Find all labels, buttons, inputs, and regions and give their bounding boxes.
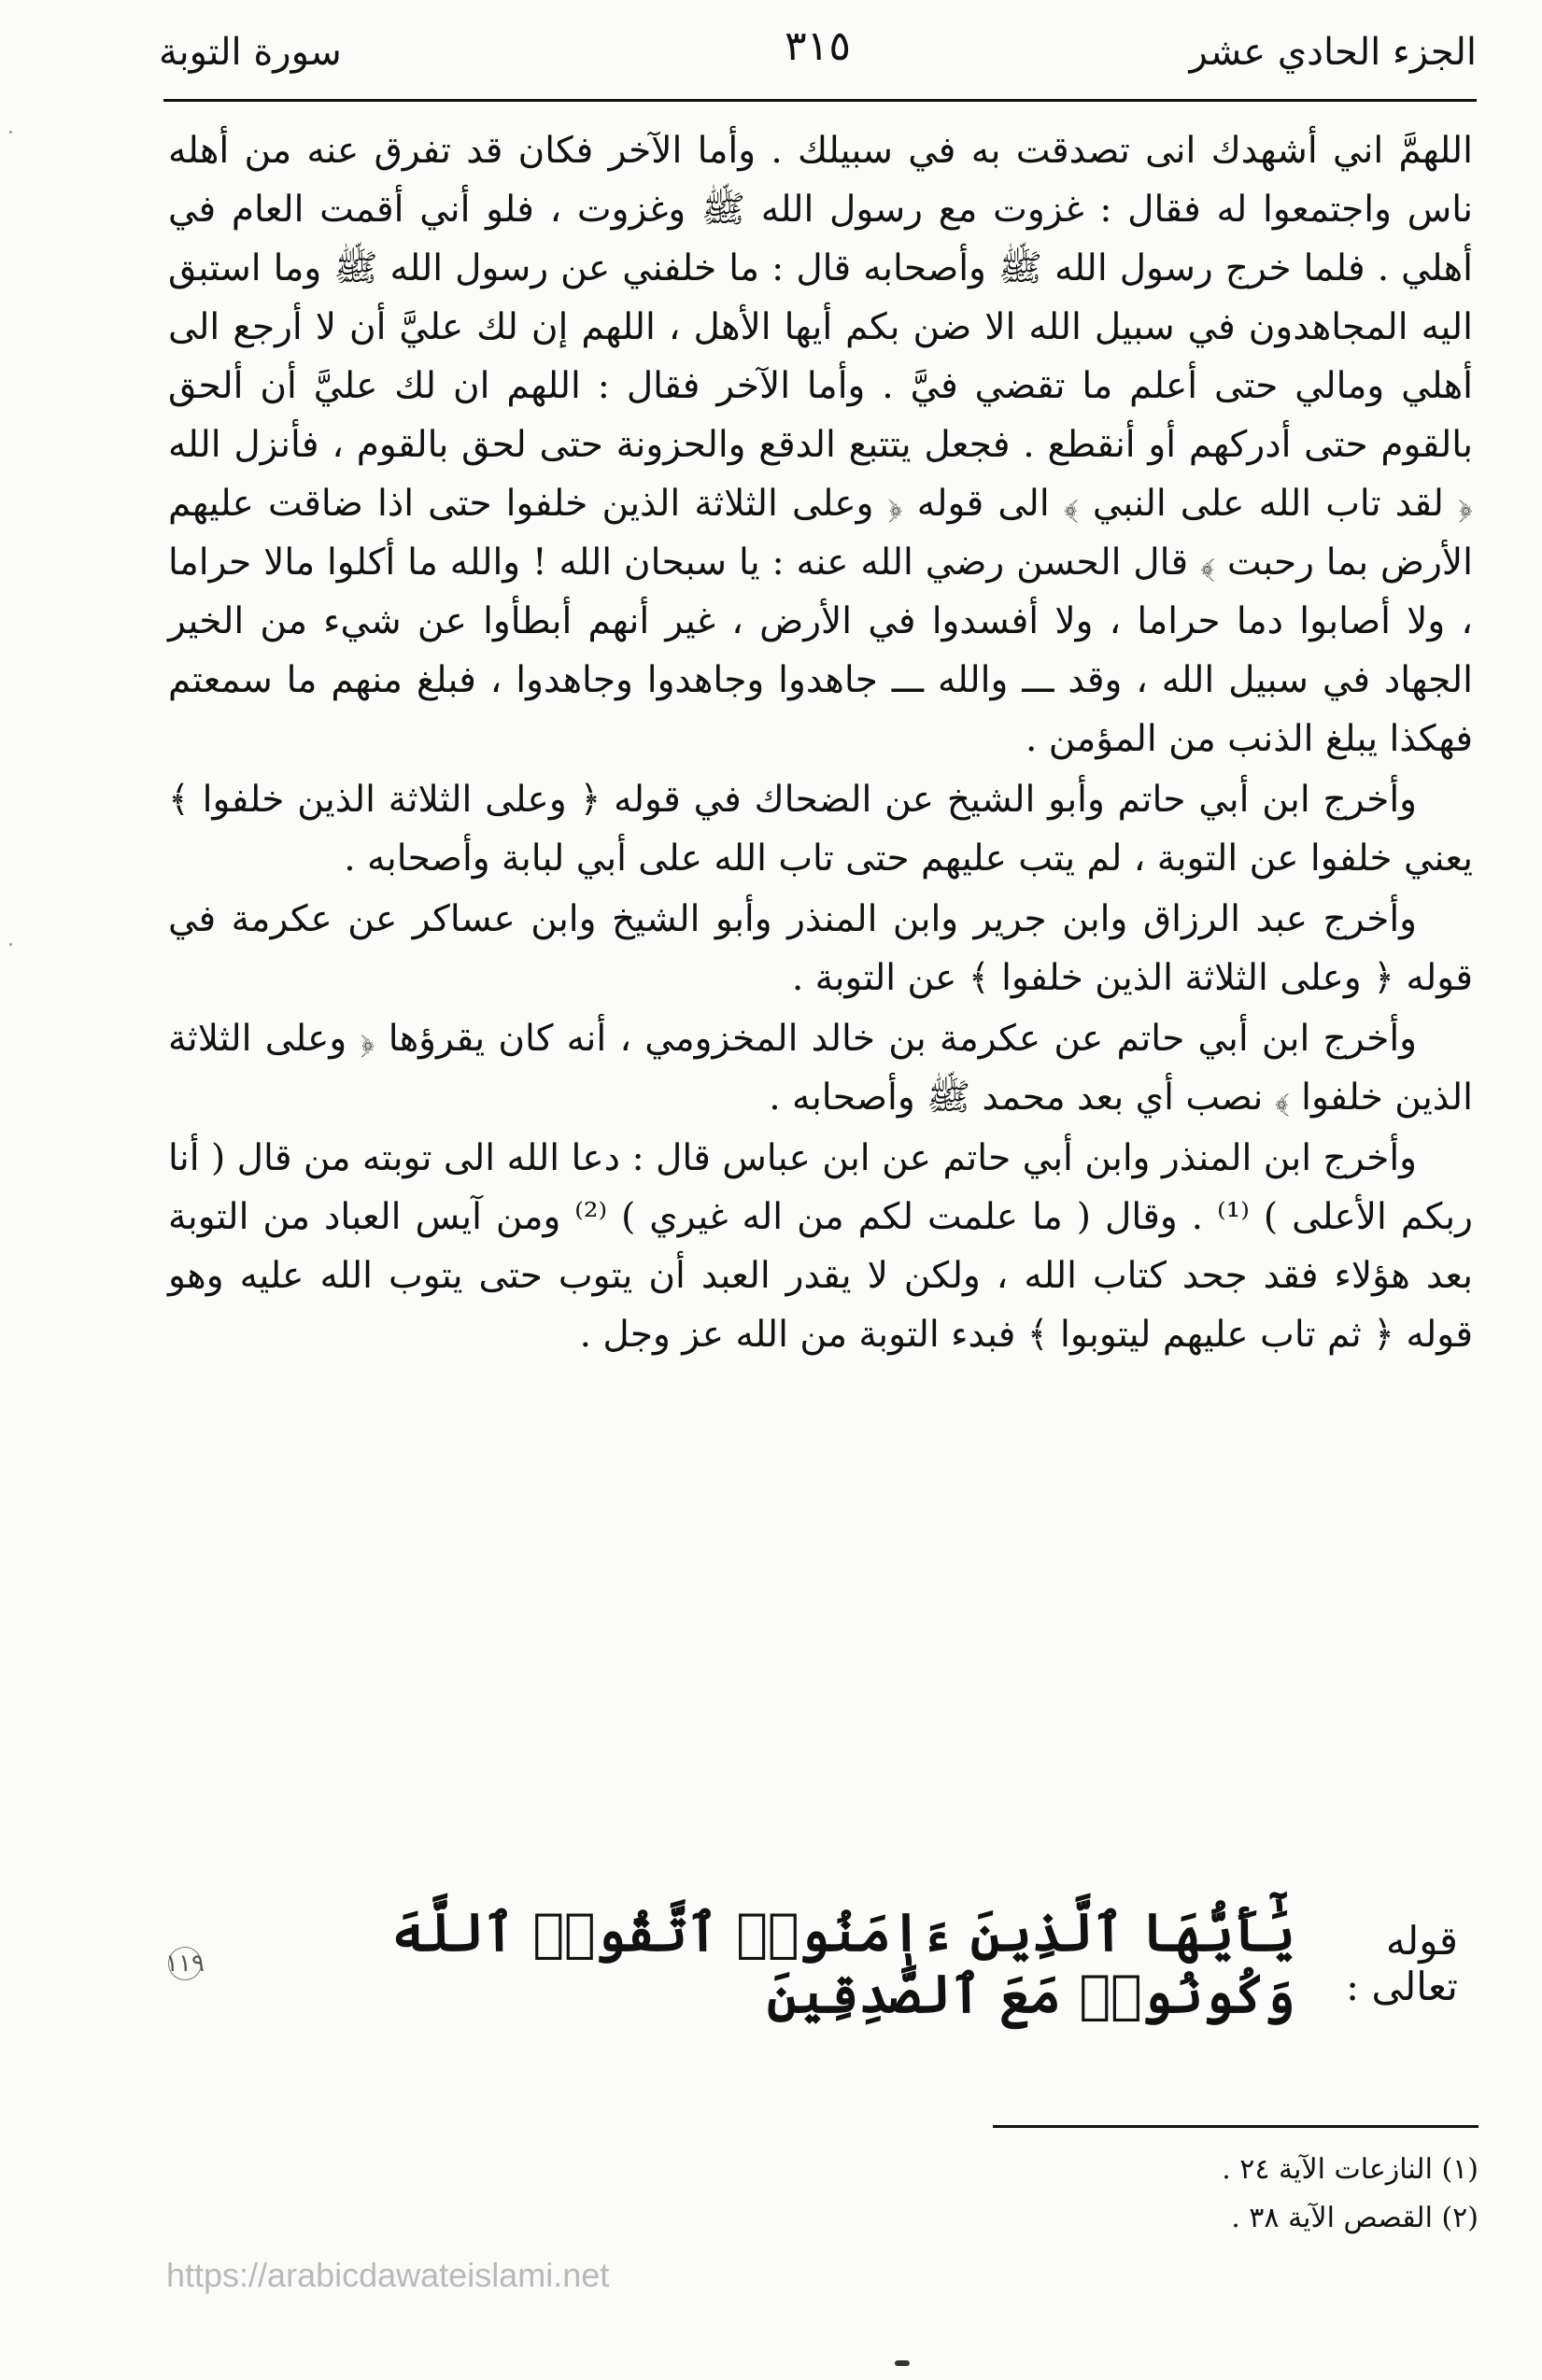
verse-number-marker: ١١٩ — [168, 1947, 202, 1980]
quran-verse-text: يَٰٓأَيُّهَا ٱلَّذِينَ ءَامَنُوا۟ ٱتَّقُوا۟ ٱللَّهَ وَكُونُوا۟ مَعَ ٱلصَّٰدِقِينَ — [391, 1902, 1295, 2025]
scan-dot — [9, 943, 12, 946]
paragraph-4: وأخرج ابن أبي حاتم عن عكرمة بن خالد المخزومي ، أنه كان يقرؤها ﴿ وعلى الثلاثة الذين خلفوا ﴾ نصب أي بعد محمد ﷺ وأصحابه . — [168, 1018, 1473, 1119]
page-number: ٣١٥ — [785, 22, 851, 70]
watermark-url: https://arabicdawateislami.net — [166, 2256, 610, 2294]
paragraph-5: وأخرج ابن المنذر وابن أبي حاتم عن ابن عباس قال : دعا الله الى توبته من قال ( أنا ربكم الأعلى ) ⁽¹⁾ . وقال ( ما علمت لكم من اله غيري ) ⁽²⁾ ومن آيس العباد من التوبة بعد هؤلاء فقد جحد كتاب الله ، ولكن لا يقدر العبد أن يتوب حتى يتوب الله عليه وهو قوله ﴿ ثم تاب عليهم ليتوبوا ﴾ فبدء التوبة من الله عز وجل . — [168, 1137, 1473, 1356]
paragraph-3: وأخرج عبد الرزاق وابن جرير وابن المنذر وأبو الشيخ وابن عساكر عن عكرمة في قوله ﴿ وعلى الثلاثة الذين خلفوا ﴾ عن التوبة . — [168, 898, 1473, 999]
quran-verse-heading — [165, 1902, 1458, 2025]
footnotes — [731, 2146, 1478, 2243]
paragraph-1: اللهمَّ اني أشهدك انى تصدقت به في سبيلك . وأما الآخر فكان قد تفرق عنه من أهله ناس واجتمعوا له فقال : غزوت مع رسول الله ﷺ وغزوت ، فلو أني أقمت العام في أهلي . فلما خرج رسول الله ﷺ وأصحابه قال : ما خلفني عن رسول الله ﷺ وما استبق اليه المجاهدون في سبيل الله الا ضن بكم أيها الأهل ، اللهم إن لك عليَّ أن لا أرجع الى أهلي ومالي حتى أعلم ما تقضي فيَّ . وأما الآخر فقال : اللهم ان لك عليَّ أن ألحق بالقوم حتى أدركهم أو أنقطع . فجعل يتتبع الدقع والحزونة حتى لحق بالقوم ، فأنزل الله ﴿ لقد تاب الله على النبي ﴾ الى قوله ﴿ وعلى الثلاثة الذين خلفوا حتى اذا ضاقت عليهم الأرض بما رحبت ﴾ قال الحسن رضي الله عنه : يا سبحان الله ! والله ما أكلوا مالا حراما ، ولا أصابوا دما حراما ، ولا أفسدوا في الأرض ، غير أنهم أبطأوا عن شيء من الخير الجهاد في سبيل الله ، وقد ـــ والله ـــ جاهدوا وجاهدوا وجاهدوا ، فبلغ منهم ما سمعتم فهكذا يبلغ الذنب من المؤمن . — [168, 130, 1473, 760]
footnote-1: (١) النازعات الآية ٢٤ . — [1222, 2153, 1478, 2186]
page-header — [159, 13, 1477, 92]
surah-title: سورة التوبة — [159, 31, 342, 74]
footnote-rule — [993, 2125, 1478, 2128]
paragraph-2: وأخرج ابن أبي حاتم وأبو الشيخ عن الضحاك في قوله ﴿ وعلى الثلاثة الذين خلفوا ﴾ يعني خلفوا عن التوبة ، لم يتب عليهم حتى تاب الله على أبي لبابة وأصحابه . — [168, 779, 1473, 880]
header-rule — [163, 99, 1477, 102]
body-text — [168, 121, 1473, 1366]
footnote-2: (٢) القصص الآية ٣٨ . — [1231, 2202, 1478, 2234]
part-title: الجزء الحادي عشر — [1189, 31, 1477, 74]
verse-intro: قوله تعالى : — [1345, 1918, 1458, 2009]
scan-speck — [895, 2360, 910, 2366]
scan-dot — [9, 131, 12, 134]
